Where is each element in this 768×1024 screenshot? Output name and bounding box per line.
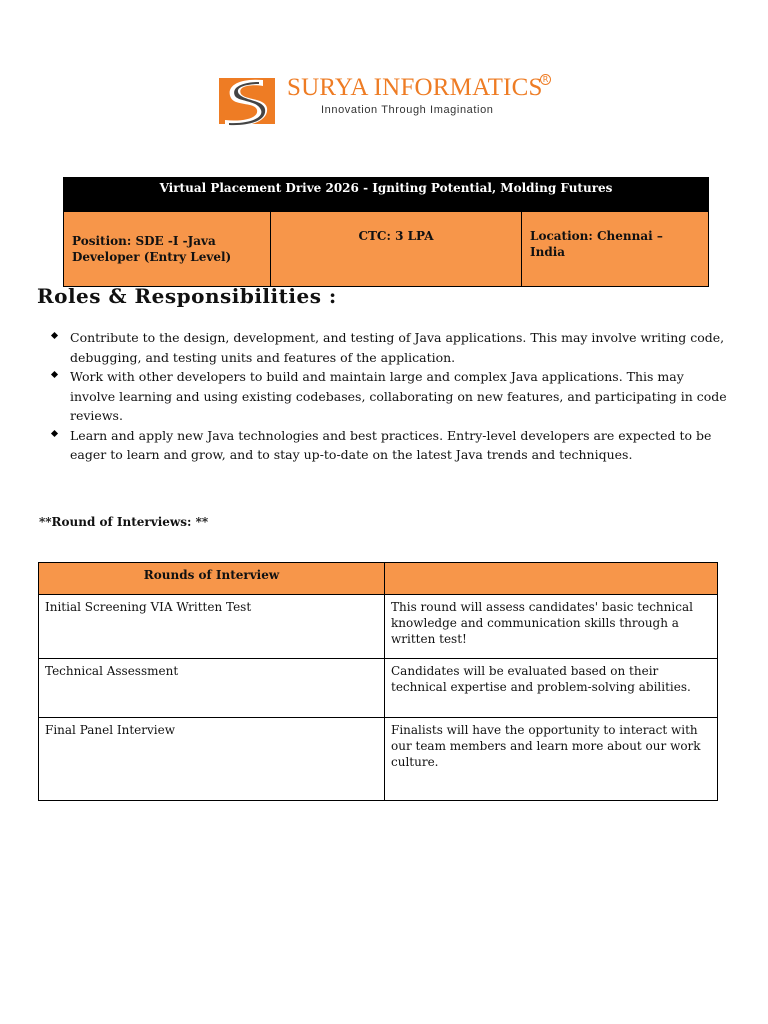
round-name: Initial Screening VIA Written Test bbox=[39, 595, 385, 659]
registered-mark-icon: R bbox=[540, 74, 551, 85]
company-logo bbox=[219, 72, 559, 132]
position-line1: Position: SDE -I -Java bbox=[72, 234, 216, 248]
round-description: Candidates will be evaluated based on their technical expertise and problem-solving abilities. bbox=[385, 659, 718, 718]
table-row bbox=[39, 595, 718, 659]
bullet-icon bbox=[51, 371, 58, 378]
roles-heading: Roles & Responsibilities : bbox=[37, 284, 337, 308]
location-cell: Location: Chennai – India bbox=[522, 212, 709, 287]
drive-header: Virtual Placement Drive 2026 - Igniting Potential, Molding Futures bbox=[64, 178, 709, 212]
rounds-header-col2 bbox=[385, 563, 718, 595]
list-item bbox=[52, 367, 732, 426]
table-row bbox=[39, 718, 718, 801]
list-item bbox=[52, 328, 732, 367]
list-item bbox=[52, 426, 732, 465]
placement-drive-table bbox=[63, 177, 709, 287]
interview-rounds-table bbox=[38, 562, 718, 801]
round-name: Technical Assessment bbox=[39, 659, 385, 718]
role-text: Learn and apply new Java technologies and best practices. Entry-level developers are expected to be eager to learn and grow, and to stay up-to-date on the latest Java trends and techniques. bbox=[70, 427, 712, 462]
round-description: This round will assess candidates' basic technical knowledge and communication skills through a written test! bbox=[385, 595, 718, 659]
brand-name: SURYA INFORMATICS bbox=[287, 74, 543, 101]
ctc-cell: CTC: 3 LPA bbox=[271, 212, 522, 287]
round-name: Final Panel Interview bbox=[39, 718, 385, 801]
bullet-icon bbox=[51, 332, 58, 339]
table-header-row bbox=[39, 563, 718, 595]
position-cell bbox=[64, 212, 271, 287]
table-row bbox=[39, 659, 718, 718]
brand-tagline: Innovation Through Imagination bbox=[321, 104, 494, 116]
round-description: Finalists will have the opportunity to interact with our team members and learn more about our work culture. bbox=[385, 718, 718, 801]
rounds-header-col1: Rounds of Interview bbox=[39, 563, 385, 595]
role-text: Contribute to the design, development, and testing of Java applications. This may involve writing code, debugging, and testing units and features of the application. bbox=[70, 330, 725, 365]
rounds-heading: **Round of Interviews: ** bbox=[39, 515, 209, 529]
role-text: Work with other developers to build and maintain large and complex Java applications. This may involve learning and using existing codebases, collaborating on new features, and participating in code reviews. bbox=[70, 369, 727, 423]
bullet-icon bbox=[51, 429, 58, 436]
roles-list bbox=[52, 328, 732, 465]
surya-logo-icon bbox=[219, 72, 275, 128]
position-line2: Developer (Entry Level) bbox=[72, 250, 232, 264]
